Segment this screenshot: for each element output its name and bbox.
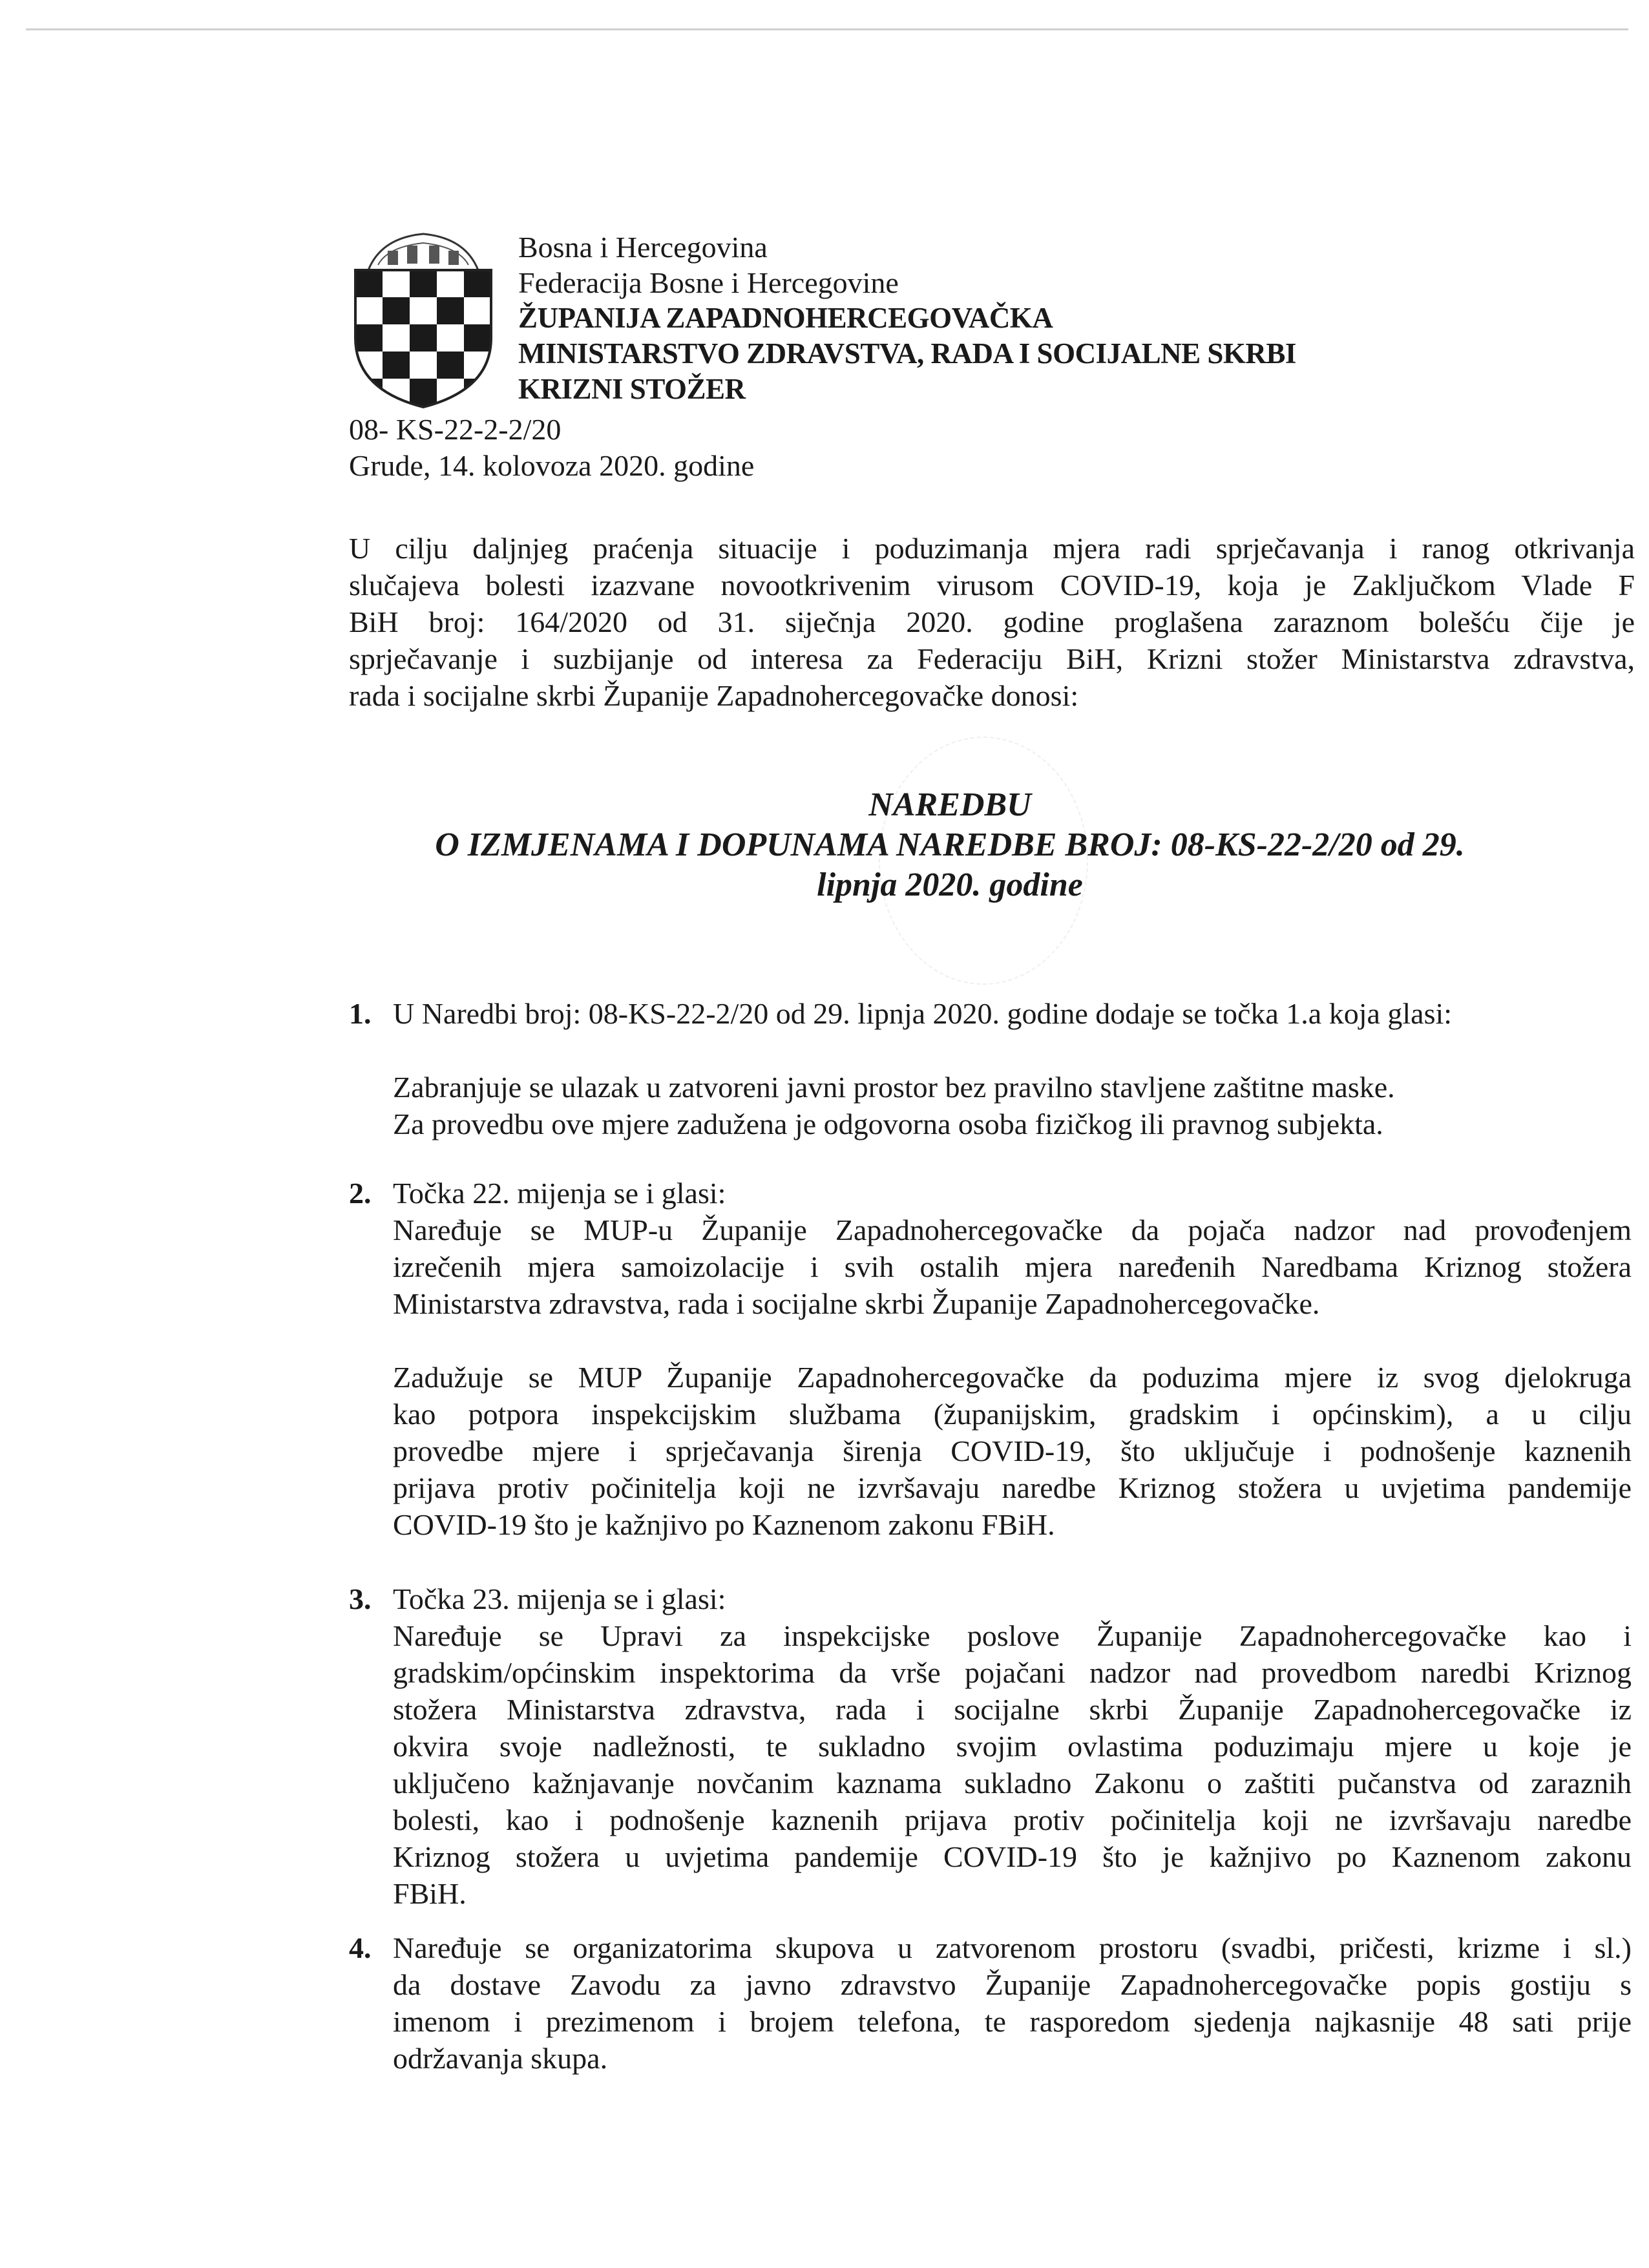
letterhead-country: Bosna i Hercegovina — [518, 231, 768, 264]
letterhead-department: KRIZNI STOŽER — [518, 373, 746, 405]
item-line: Zabranjuje se ulazak u zatvoreni javni prostor bez pravilno stavljene zaštitne maske. — [393, 1071, 1395, 1104]
item-line: prijava protiv počinitelja koji ne izvršavaju naredbe Kriznog stožera u uvjetima pandemije — [393, 1471, 1632, 1504]
item-line: Naređuje se Upravi za inspekcijske poslove Županije Zapadnohercegovačke kao i — [393, 1619, 1632, 1652]
item-lead: Točka 23. mijenja se i glasi: — [393, 1582, 726, 1615]
item-line: Ministarstva zdravstva, rada i socijalne skrbi Županije Zapadnohercegovačke. — [393, 1287, 1320, 1320]
title-line: NAREDBU — [868, 786, 1031, 823]
document-title — [284, 785, 1615, 905]
item-line: imenom i prezimenom i brojem telefona, te rasporedom sjedenja najkasnije 48 sati prije — [393, 2005, 1632, 2038]
coat-of-arms-icon — [342, 225, 504, 409]
item-lead: Točka 22. mijenja se i glasi: — [393, 1177, 726, 1210]
item-number: 4. — [349, 1931, 372, 1964]
item-line: Kriznog stožera u uvjetima pandemije COVID-19 što je kažnjivo po Kaznenom zakonu — [393, 1840, 1632, 1873]
intro-paragraph — [349, 530, 1635, 714]
order-item-2 — [349, 1175, 1632, 1543]
intro-line: BiH broj: 164/2020 od 31. siječnja 2020. godine proglašena zaraznom bolešću čije je — [349, 605, 1635, 638]
letterhead-federation: Federacija Bosne i Hercegovine — [518, 266, 899, 299]
item-line: izrečenih mjera samoizolacije i svih ostalih mjera naređenih Naredbama Kriznog stožera — [393, 1250, 1632, 1283]
title-line: O IZMJENAMA I DOPUNAMA NAREDBE BROJ: 08-KS-22-2/20 od 29. — [435, 826, 1465, 863]
intro-line: slučajeva bolesti izazvane novootkrivenim virusom COVID-19, koja je Zaključkom Vlade F — [349, 569, 1635, 602]
item-line: da dostave Zavodu za javno zdravstvo Županije Zapadnohercegovačke popis gostiju s — [393, 1968, 1632, 2001]
item-line: Naređuje se MUP-u Županije Zapadnohercegovačke da pojača nadzor nad provođenjem — [393, 1213, 1632, 1246]
letterhead — [518, 229, 1296, 407]
item-line: Naređuje se organizatorima skupova u zatvorenom prostoru (svadbi, pričesti, krizme i sl.) — [393, 1931, 1632, 1964]
item-line: uključeno kažnjavanje novčanim kaznama sukladno Zakonu o zaštiti pučanstva od zaraznih — [393, 1767, 1632, 1800]
order-item-4 — [349, 1929, 1632, 2077]
place-and-date: Grude, 14. kolovoza 2020. godine — [349, 449, 755, 482]
letterhead-county: ŽUPANIJA ZAPADNOHERCEGOVAČKA — [518, 302, 1053, 334]
item-line: stožera Ministarstva zdravstva, rada i socijalne skrbi Županije Zapadnohercegovačke iz — [393, 1693, 1632, 1726]
item-line: održavanja skupa. — [393, 2042, 608, 2075]
item-line: COVID-19 što je kažnjivo po Kaznenom zakonu FBiH. — [393, 1508, 1055, 1541]
intro-line: rada i socijalne skrbi Županije Zapadnohercegovačke donosi: — [349, 679, 1079, 712]
item-line: Zadužuje se MUP Županije Zapadnohercegovačke da poduzima mjere iz svog djelokruga — [393, 1361, 1632, 1394]
item-line: FBiH. — [393, 1877, 467, 1910]
order-item-3 — [349, 1580, 1632, 1912]
item-line: okvira svoje nadležnosti, te sukladno svojim ovlastima poduzimaju mjere u koje je — [393, 1730, 1632, 1763]
item-line: provedbe mjere i sprječavanja širenja COVID-19, što uključuje i podnošenje kaznenih — [393, 1434, 1632, 1467]
item-line: bolesti, kao i podnošenje kaznenih prijava protiv počinitelja koji ne izvršavaju naredbe — [393, 1803, 1632, 1836]
top-border-line — [26, 28, 1628, 30]
item-lead: U Naredbi broj: 08-KS-22-2/20 od 29. lipnja 2020. godine dodaje se točka 1.a koja glasi: — [393, 997, 1453, 1030]
item-number: 1. — [349, 997, 372, 1030]
item-number: 2. — [349, 1177, 372, 1210]
item-line: gradskim/općinskim inspektorima da vrše pojačani nadzor nad provedbom naredbi Kriznog — [393, 1656, 1632, 1689]
intro-line: sprječavanje i suzbijanje od interesa za Federaciju BiH, Krizni stožer Ministarstva zdravstva, — [349, 642, 1635, 675]
item-line: kao potpora inspekcijskim službama (županijskim, gradskim i općinskim), a u cilju — [393, 1398, 1632, 1431]
title-line: lipnja 2020. godine — [817, 866, 1083, 903]
document-reference — [349, 412, 754, 484]
letterhead-ministry: MINISTARSTVO ZDRAVSTVA, RADA I SOCIJALNE SKRBI — [518, 337, 1296, 370]
item-number: 3. — [349, 1582, 372, 1615]
intro-line: U cilju daljnjeg praćenja situacije i poduzimanja mjera radi sprječavanja i ranog otkrivanja — [349, 532, 1635, 565]
item-line: Za provedbu ove mjere zadužena je odgovorna osoba fizičkog ili pravnog subjekta. — [393, 1108, 1383, 1140]
reference-number: 08- KS-22-2-2/20 — [349, 413, 562, 446]
order-item-1 — [349, 995, 1632, 1142]
